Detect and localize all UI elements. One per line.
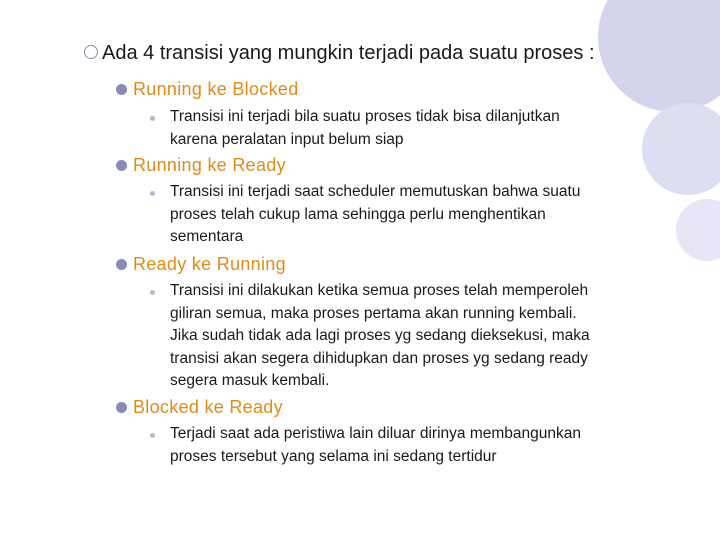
hollow-circle-bullet-icon [84,45,98,59]
description-line: giliran semua, maka proses pertama akan running kembali. [170,304,577,322]
filled-circle-bullet-icon [116,259,127,270]
description-line: sementara [170,228,244,245]
filled-circle-bullet-icon [116,402,127,413]
description-line: proses telah cukup lama sehingga perlu menghentikan [170,205,546,223]
description-line: transisi akan segera dihidupkan dan proses yg sedang ready [170,349,588,367]
description-line: Transisi ini terjadi saat scheduler memutuskan bahwa suatu [170,183,581,200]
description-line: Jika sudah tidak ada lagi proses yg sedang dieksekusi, maka [170,327,590,344]
transition-heading: Ready ke Running [133,254,286,274]
filled-circle-bullet-icon [116,160,127,171]
filled-circle-bullet-icon [116,84,127,95]
dot-bullet-icon [150,290,155,295]
transition-description [170,280,670,393]
transition-heading: Blocked ke Ready [133,397,283,417]
description-line: segera masuk kembali. [170,372,330,389]
dot-bullet-icon [150,433,155,438]
description-line: karena peralatan input belum siap [170,130,404,148]
intro-text: Ada 4 transisi yang mungkin terjadi pada suatu proses : [102,42,595,64]
description-line: Transisi ini dilakukan ketika semua proses telah memperoleh [170,282,589,299]
dot-bullet-icon [150,191,155,196]
dot-bullet-icon [150,116,155,121]
transition-description [170,181,670,249]
transition-heading: Running ke Ready [133,155,286,175]
transition-description [170,106,670,151]
transition-heading: Running ke Blocked [133,79,299,99]
description-line: Transisi ini terjadi bila suatu proses tidak bisa dilanjutkan [170,108,560,125]
description-line: Terjadi saat ada peristiwa lain diluar dirinya membangunkan [170,425,581,442]
transition-description [170,423,670,468]
description-line: proses tersebut yang selama ini sedang tertidur [170,447,497,465]
